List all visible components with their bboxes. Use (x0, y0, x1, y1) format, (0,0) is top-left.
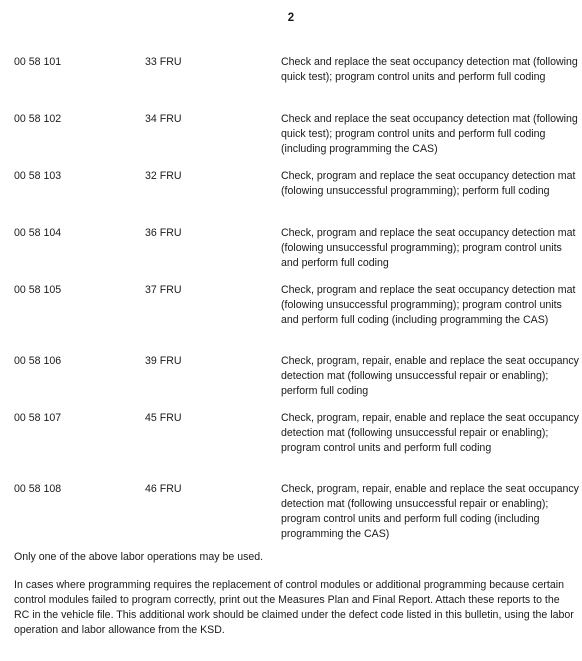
table-row (14, 283, 580, 354)
labor-operation-code: 00 58 102 (14, 113, 62, 125)
operation-description: Check and replace the seat occupancy detection mat (following quick test); program control units and perform full coding (281, 56, 578, 83)
table-row (14, 482, 580, 553)
programming-instructions-note: In cases where programming requires the replacement of control modules or additional programming because certain control modules failed to program correctly, print out the Measures Plan and Final Report. Attach these reports to the RC in the vehicle file. This additional work should be claimed under the defect code listed in this bulletin, using the labor operation and labor allowance from the KSD. (14, 579, 574, 636)
operation-description: Check and replace the seat occupancy detection mat (following quick test); program control units and perform full coding (including programming the CAS) (281, 113, 578, 155)
labor-operation-code: 00 58 107 (14, 412, 62, 424)
fru-allowance: 33 FRU (145, 56, 182, 68)
single-use-note: Only one of the above labor operations may be used. (14, 551, 264, 563)
table-row (14, 411, 580, 482)
fru-allowance: 37 FRU (145, 284, 182, 296)
fru-allowance: 34 FRU (145, 113, 182, 125)
fru-allowance: 39 FRU (145, 355, 182, 367)
labor-operation-code: 00 58 106 (14, 355, 62, 367)
operation-description: Check, program and replace the seat occupancy detection mat (folowing unsuccessful programming); program control units and perform full coding (281, 227, 576, 269)
fru-allowance: 32 FRU (145, 170, 182, 182)
table-row (14, 169, 580, 226)
labor-operation-code: 00 58 101 (14, 56, 62, 68)
table-row (14, 354, 580, 411)
table-row (14, 55, 580, 112)
operation-description: Check, program and replace the seat occupancy detection mat (folowing unsuccessful programming); program control units and perform full coding (including programming the CAS) (281, 284, 576, 326)
labor-operation-code: 00 58 104 (14, 227, 62, 239)
labor-operation-code: 00 58 103 (14, 170, 62, 182)
table-row (14, 226, 580, 283)
operation-description: Check, program, repair, enable and replace the seat occupancy detection mat (following unsuccessful repair or enabling); perform full coding (281, 355, 579, 397)
page-number: 2 (287, 12, 295, 24)
operation-description: Check, program and replace the seat occupancy detection mat (folowing unsuccessful programming); perform full coding (281, 170, 576, 197)
fru-allowance: 45 FRU (145, 412, 182, 424)
fru-allowance: 36 FRU (145, 227, 182, 239)
labor-operation-code: 00 58 105 (14, 284, 62, 296)
labor-operations-table (14, 55, 580, 553)
fru-allowance: 46 FRU (145, 483, 182, 495)
labor-operation-code: 00 58 108 (14, 483, 62, 495)
table-row (14, 112, 580, 169)
operation-description: Check, program, repair, enable and replace the seat occupancy detection mat (following unsuccessful repair or enabling); program control units and perform full coding (281, 412, 579, 454)
operation-description: Check, program, repair, enable and replace the seat occupancy detection mat (following unsuccessful repair or enabling); program control units and perform full coding (including programming the CAS) (281, 483, 579, 540)
